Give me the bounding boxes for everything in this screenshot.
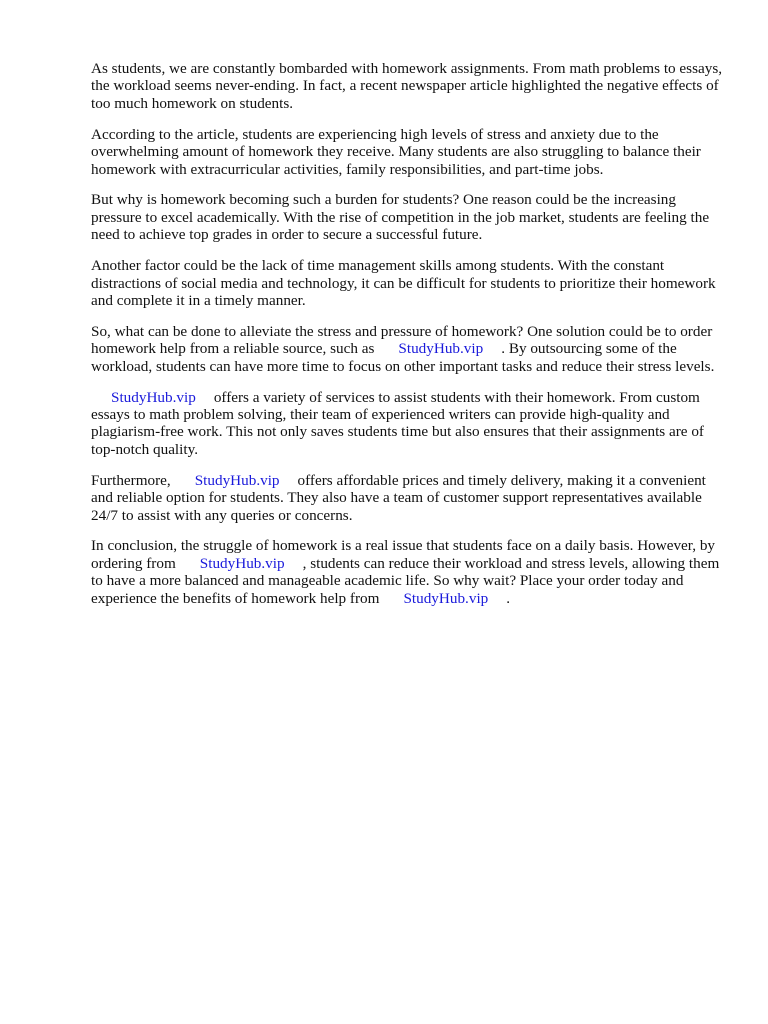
studyhub-link[interactable]: StudyHub.vip: [194, 471, 280, 489]
paragraph-7: [91, 472, 727, 524]
paragraph-7-text-after: offers affordable prices and timely delivery, making it a convenient and reliable option for students. They also have a team of customer support representatives available 24/7 to assist with any queries or concerns.: [91, 471, 706, 524]
paragraph-8-text-before: In conclusion, the struggle of homework is a real issue that students face on a daily basis. However, by ordering from: [91, 537, 716, 572]
paragraph-5-text-before: So, what can be done to alleviate the stress and pressure of homework? One solution could be to order homework help from a reliable source, such as: [91, 322, 713, 358]
paragraph-2: According to the article, students are experiencing high levels of stress and anxiety due to the overwhelming amount of homework they receive. Many students are also struggling to balance their homework with extracurricular activities, family responsibilities, and part-time jobs.: [91, 125, 701, 178]
studyhub-link[interactable]: StudyHub.vip: [398, 340, 484, 358]
paragraph-5: [91, 323, 727, 375]
paragraph-6-text-after: offers a variety of services to assist students with their homework. From custom essays to math problem solving, their team of experienced writers can provide high-quality and plagiarism-free work. This not only saves students time but also ensures that their assignments are of top-notch quality.: [91, 388, 704, 458]
studyhub-link[interactable]: StudyHub.vip: [403, 589, 489, 607]
paragraph-6: [91, 389, 727, 459]
paragraph-4: Another factor could be the lack of time management skills among students. With the constant distractions of social media and technology, it can be difficult for students to prioritize their homework and complete it in a timely manner.: [91, 257, 716, 309]
paragraph-5-text-after: . By outsourcing some of the workload, students can have more time to focus on other important tasks and reduce their stress levels.: [91, 340, 715, 375]
paragraph-8-text-middle: , students can reduce their workload and stress levels, allowing them to have a more balanced and manageable academic life. So why wait? Place your order today and experience the benefits of homework help from: [91, 554, 720, 607]
studyhub-link[interactable]: StudyHub.vip: [199, 554, 285, 572]
paragraph-1: As students, we are constantly bombarded with homework assignments. From math problems to essays, the workload seems never-ending. In fact, a recent newspaper article highlighted the negative effects of too much homework on students.: [91, 60, 723, 112]
paragraph-7-text-before: Furthermore,: [91, 471, 171, 489]
paragraph-8-text-after: .: [506, 589, 511, 607]
paragraph-3: But why is homework becoming such a burden for students? One reason could be the increasing pressure to excel academically. With the rise of competition in the job market, students are feeling the need to achieve top grades in order to secure a successful future.: [91, 191, 710, 244]
paragraph-8: [91, 537, 727, 607]
studyhub-link[interactable]: StudyHub.vip: [111, 388, 196, 406]
